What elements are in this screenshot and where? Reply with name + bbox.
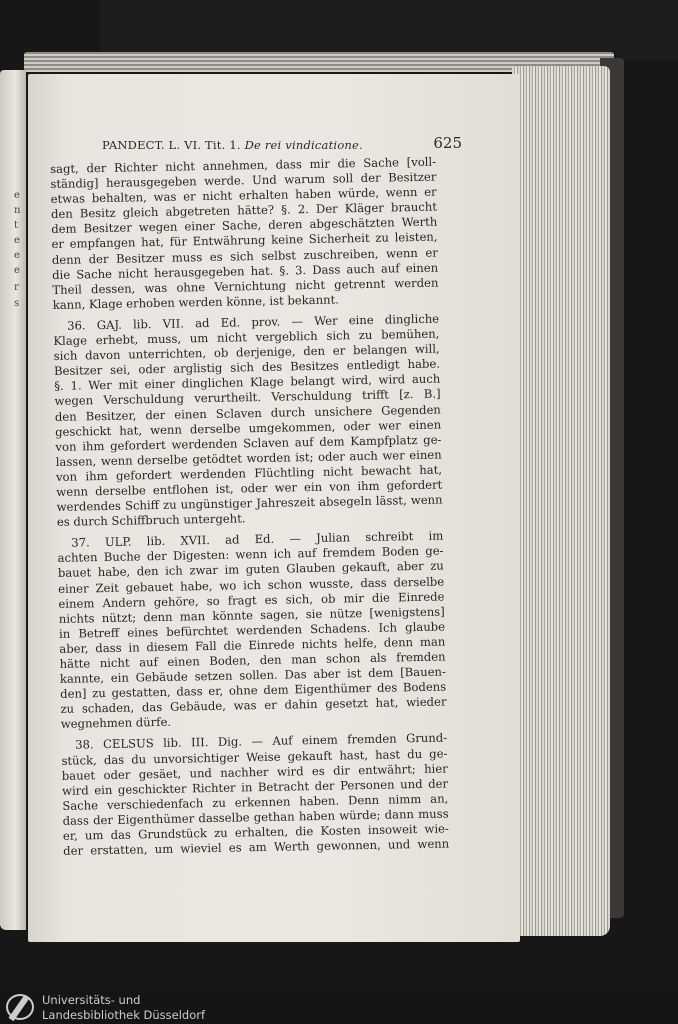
text-line: den Besitz gleich abgetreten hätte? §. 2. Der Kläger braucht [50, 199, 438, 222]
text-line: nichts nützt; denn man könnte sagen, sie nütze [wenigstens] [58, 604, 445, 626]
left-fragment: n [14, 205, 21, 216]
text-line: den Besitzer, der einen Sclaven durch unsichere Gegenden [54, 402, 441, 424]
left-fragment: e [14, 190, 20, 201]
text-line: achten Buche der Digesten: wenn ich auf fremdem Boden ge- [57, 543, 444, 566]
left-fragment: e [14, 265, 20, 276]
ulb-logo-icon [6, 994, 34, 1020]
text-line: von ihm gefordert werdenden Sclaven auf dem Kampfplatz ge- [55, 432, 442, 454]
page-number: 625 [433, 134, 462, 152]
paragraph-37 [57, 529, 447, 733]
text-line: der erstatten, um wieviel es am Werth gewonnen, und wenn [63, 836, 450, 858]
library-name-line2: Landesbibliothek Düsseldorf [42, 1008, 206, 1022]
left-fragment: s [14, 298, 20, 309]
paragraph-38 [61, 731, 449, 859]
text-line: einem Andern gehöre, so fragt es sich, ob mir die Einrede [58, 589, 445, 611]
text-line: sich davon unterrichten, ob derjenige, den er belangen will, [53, 341, 440, 364]
text-line: zu schaden, das Gebäude, was er dahin gesetzt hat, wieder [60, 694, 447, 717]
text-line: 36. GAJ. lib. VII. ad Ed. prov. — Wer eine dingliche [67, 311, 440, 333]
running-head-title: De rei vindicatione. [244, 138, 363, 152]
book-page [28, 74, 520, 942]
left-page-sliver [0, 70, 26, 930]
text-line: Klage erhebt, muss, um nicht vergeblich sich zu bemühen, [53, 326, 440, 348]
text-line: dem Besitzer wegen einer Sache, deren abgeschätzten Werth [51, 214, 438, 237]
text-line: bauet habe, den ich zwar im guten Glauben gekauft, aber zu [57, 558, 444, 581]
text-line: wegnehmen dürfe. [60, 715, 172, 732]
left-fragment: e [14, 250, 20, 261]
text-line: etwas behalten, was er nicht erhalten haben würde, wenn er [50, 184, 437, 207]
text-line: Besitzer sei, oder arglistig sich des Besitzes entledigt habe. [53, 356, 441, 379]
text-line: denn der Besitzer muss es sich selbst zuschreiben, wenn er [51, 245, 438, 267]
text-line: ständig] herausgegeben werde. Und warum soll der Besitzer [50, 169, 437, 192]
text-line: er empfangen hat, für Entwährung keine Sicherheit zu leisten, [51, 230, 438, 252]
text-line: stück, das du unvorsichtiger Weise gekauft hast, hast du ge- [61, 746, 448, 768]
text-line: dass der Eigenthümer dasselbe gethan haben würde; dann muss [62, 806, 449, 828]
library-footer [0, 990, 678, 1024]
text-line: den] zu gestatten, dass er, ohne dem Eigenthümer des Bodens [60, 679, 447, 702]
left-fragment: e [14, 235, 20, 246]
paragraph-35-continuation [50, 155, 439, 313]
running-head [102, 138, 363, 152]
text-line: wenn derselbe entflohen ist, oder wer ein von ihm gefordert [56, 477, 443, 499]
text-line: lassen, wenn derselbe getödtet worden ist; oder auch wer einen [55, 447, 442, 469]
text-line: in Betreff eines befürchtet werdenden Schadens. Ich glaube [58, 619, 446, 641]
text-line: Theil dessen, was ohne Vernichtung nicht getrennt werden [52, 275, 439, 297]
paragraph-36 [53, 311, 443, 530]
text-line: 37. ULP. lib. XVII. ad Ed. — Julian schreibt im [71, 528, 444, 550]
dark-backdrop [100, 0, 678, 60]
text-line: Sache verschiedenfach zu erkennen haben. Denn nimm an, [62, 791, 449, 813]
text-line: kann, Klage erhoben werden könne, ist bekannt. [52, 292, 340, 312]
text-line: die Sache nicht herausgegeben hat. §. 3. Dass auch auf einen [52, 260, 439, 282]
library-name-line1: Universitäts- und [42, 993, 141, 1007]
page-header [102, 134, 462, 156]
left-fragment: t [14, 220, 19, 231]
text-line: 38. CELSUS lib. III. Dig. — Auf einem fremden Grund- [75, 730, 448, 753]
text-line: er, um das Grundstück zu erhalten, die Kosten insoweit wie- [62, 821, 450, 843]
text-line: es durch Schiffbruch untergeht. [56, 511, 246, 530]
text-line: einer Zeit gebauet habe, wo ich schon wusste, dass derselbe [58, 574, 445, 596]
running-head-left: PANDECT. L. VI. Tit. 1. [102, 138, 241, 152]
text-line: geschickt hat, wenn derselbe umgekommen, oder wer einen [55, 417, 442, 439]
text-line: werdendes Schiff zu ungünstiger Jahreszeit absegeln lässt, wenn [56, 492, 443, 514]
text-line: von ihm gefordert werdenden Flüchtling nicht bewacht hat, [55, 462, 443, 484]
left-fragment: r [14, 282, 19, 293]
text-line: wegen Verschuldung verurtheilt. Verschuldung trifft [z. B.] [54, 386, 441, 409]
text-line: sagt, der Richter nicht annehmen, dass mir die Sache [voll- [50, 154, 437, 176]
text-line: hätte nicht auf einen Boden, den man schon als fremden [59, 649, 446, 671]
text-line: wird ein geschickter Richter in Betracht der Personen und der [61, 776, 449, 798]
text-line: kannte, ein Gebäude setzen sollen. Das aber ist dem [Bauen- [59, 664, 446, 686]
body-text [50, 155, 449, 860]
text-line: bauet oder gesäet, und nachher wird es dir entwährt; hier [61, 761, 448, 783]
page-stack-edge [512, 66, 610, 936]
text-line: aber, dass in diesem Fall die Einrede nichts helfe, denn man [59, 634, 446, 656]
text-line: §. 1. Wer mit einer dinglichen Klage belangt wird, wird auch [54, 371, 441, 394]
